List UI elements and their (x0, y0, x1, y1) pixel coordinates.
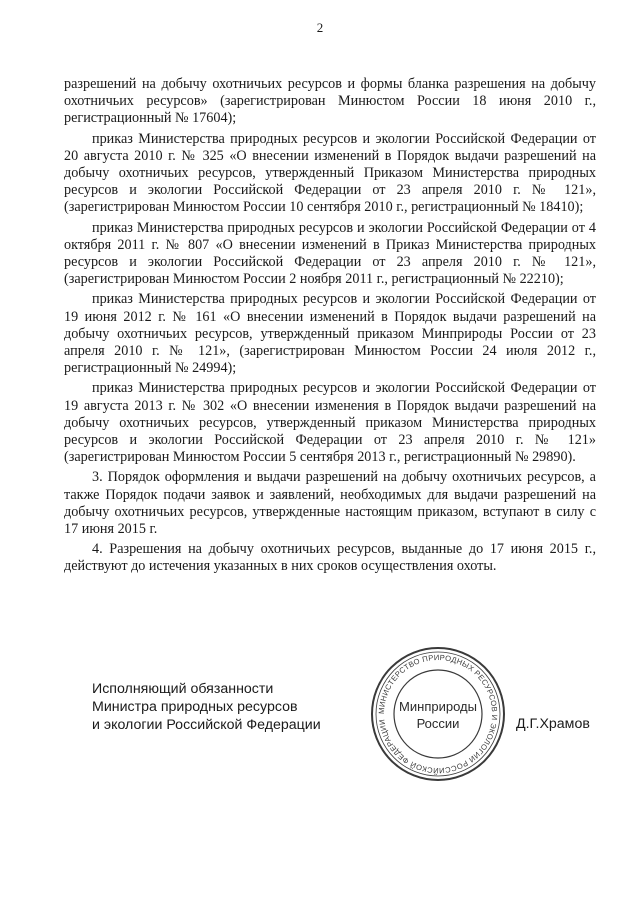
page-number: 2 (316, 20, 324, 35)
document-body (64, 76, 596, 576)
signatory-title (92, 680, 392, 734)
signatory-title-line-3: и экологии Российской Федерации (92, 717, 321, 733)
paragraph-2: приказ Министерства природных ресурсов и экологии Российской Федерации от 20 августа 2010 г. № 325 «О внесении изменений в Порядок выдачи разрешений на добычу охотничьих ресурсов, утвержденный Приказом Министерства природных ресурсов и экологии Российской Федерации от 23 апреля 2010 г. № 121», (зарегистрирован Минюстом России 10 сентября 2010 г., регистрационный № 18410); (64, 130, 596, 216)
paragraph-6: 3. Порядок оформления и выдачи разрешений на добычу охотничьих ресурсов, а также Порядок подачи заявок и заявлений, необходимых для выдачи разрешений на добычу охотничьих ресурсов, утвержденные настоящим приказом, вступают в силу с 17 июня 2015 г. (64, 469, 596, 538)
official-seal (368, 644, 508, 784)
signatory-title-line-2: Министра природных ресурсов (92, 699, 298, 715)
seal-center-line-2: России (416, 716, 460, 731)
paragraph-7: 4. Разрешения на добычу охотничьих ресурсов, выданные до 17 июня 2015 г., действуют до истечения указанных в них сроков осуществления охоты. (64, 541, 596, 575)
svg-text:МИНИСТЕРСТВО ПРИРОДНЫХ РЕСУРСО (377, 653, 499, 775)
signer-name: Д.Г.Храмов (516, 716, 590, 732)
paragraph-3: приказ Министерства природных ресурсов и экологии Российской Федерации от 4 октября 2011 г. № 807 «О внесении изменений в Приказ Министерства природных ресурсов и экологии Российской Федерации от 23 апреля 2010 г. № 121», (зарегистрирован Минюстом России 2 ноября 2011 г., регистрационный № 22210); (64, 219, 596, 288)
paragraph-4: приказ Министерства природных ресурсов и экологии Российской Федерации от 19 июня 2012 г. № 161 «О внесении изменений в Порядок выдачи разрешений на добычу охотничьих ресурсов, утвержденный приказом Минприроды России от 23 апреля 2010 г. № 121», (зарегистрирован Минюстом России 24 июля 2012 г., регистрационный № 24994); (64, 291, 596, 377)
seal-ring-text: МИНИСТЕРСТВО ПРИРОДНЫХ РЕСУРСОВ И ЭКОЛОГИИ РОССИЙСКОЙ ФЕДЕРАЦИИ (376, 652, 500, 776)
paragraph-1: разрешений на добычу охотничьих ресурсов и формы бланка разрешения на добычу охотничьих ресурсов» (зарегистрирован Минюстом России 18 июня 2010 г., регистрационный № 17604); (64, 76, 596, 127)
signatory-title-line-1: Исполняющий обязанности (92, 681, 274, 697)
seal-center-line-1: Минприроды (399, 699, 477, 714)
paragraph-5: приказ Министерства природных ресурсов и экологии Российской Федерации от 19 августа 2013 г. № 302 «О внесении изменения в Порядок выдачи разрешений на добычу охотничьих ресурсов, утвержденный приказом Министерства природных ресурсов и экологии Российской Федерации от 23 апреля 2010 г. № 121» (зарегистрирован Минюстом России 5 сентября 2013 г., регистрационный № 29890). (64, 380, 596, 466)
